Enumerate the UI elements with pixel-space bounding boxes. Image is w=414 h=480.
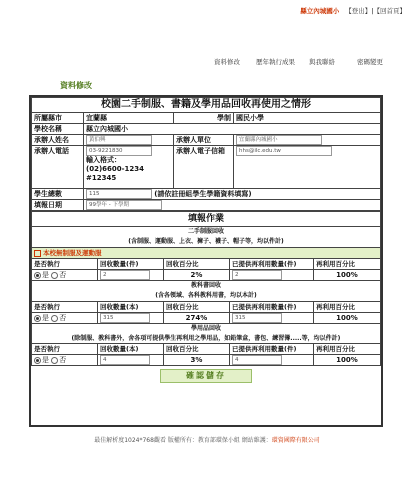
nav-contact[interactable]: 與我聯絡 — [309, 58, 335, 66]
no-uniform-label: 本校無制服及運動服 — [43, 249, 102, 257]
nav-password[interactable]: 密碼變更 — [357, 58, 383, 66]
footer — [0, 435, 414, 444]
unit-input[interactable]: 宜蘭縣內城國小 — [236, 135, 322, 145]
col-execute: 是否執行 — [32, 344, 98, 355]
footer-text: 最佳解析度1024*768觀看 版權所有：教育部環保小組 網站維護： — [94, 437, 272, 444]
form-title: 校園二手制服、書籍及學用品回收再使用之情形 — [32, 98, 381, 113]
contact-label: 承辦人姓名 — [32, 135, 84, 146]
supplies-desc: (除制服、教科書外，舍各項可提供學生再利用之學用品，如鉛筆盒，書包、練習簿.....等，均以件計) — [32, 334, 381, 344]
books-no-radio[interactable] — [51, 315, 58, 322]
supplies-pct: 3% — [164, 355, 230, 366]
work-heading: 填報作業 — [32, 212, 381, 227]
schooltype-value: 國民小學 — [234, 113, 381, 124]
school-name: 縣立內城國小 — [300, 7, 340, 15]
supplies-yes-radio[interactable] — [34, 357, 41, 364]
top-links: 縣立內城國小 【登出】|【回首頁】 — [300, 7, 406, 15]
supplies-yes-label: 是 — [42, 356, 49, 364]
col-reuse-pct: 再利用百分比 — [314, 302, 381, 313]
page-title: 資料修改 — [60, 81, 92, 90]
logout-link[interactable]: 【登出】 — [345, 7, 372, 15]
students-hint: (請依註冊組學生學籍資料填寫) — [154, 190, 252, 198]
home-link[interactable]: 【回首頁】 — [373, 7, 406, 15]
uniform-yes-label: 是 — [42, 271, 49, 279]
unit-label: 承辦人單位 — [174, 135, 234, 146]
col-recycle-qty: 回收數量(本) — [98, 344, 164, 355]
email-input[interactable]: hhs@ilc.edu.tw — [236, 146, 332, 156]
uniform-reuse-pct: 100% — [314, 270, 381, 281]
phone-hint-format: (02)6600-1234 #12345 — [86, 165, 145, 182]
uniform-no-radio[interactable] — [51, 272, 58, 279]
books-yes-label: 是 — [42, 314, 49, 322]
col-recycle-pct: 回收百分比 — [164, 259, 230, 270]
col-recycle-qty: 回收數量(件) — [98, 259, 164, 270]
school-value: 縣立內城國小 — [84, 124, 381, 135]
save-button[interactable]: 確認儲存 — [160, 369, 252, 383]
books-desc: (含各領域、各科教科用書，均以本計) — [32, 291, 381, 302]
date-label: 填報日期 — [32, 200, 84, 211]
county-label: 所屬縣市 — [32, 113, 84, 124]
uniform-title: 二手制服回收 — [32, 227, 381, 238]
no-uniform-checkbox[interactable] — [34, 250, 41, 257]
no-uniform-option[interactable] — [32, 248, 381, 259]
uniform-qty-input[interactable]: 2 — [100, 270, 150, 280]
books-reuse-input[interactable]: 315 — [232, 313, 282, 323]
school-label: 學校名稱 — [32, 124, 84, 135]
uniform-reuse-input[interactable]: 2 — [232, 270, 282, 280]
footer-maintainer[interactable]: 環資國際有限公司 — [271, 437, 320, 444]
col-recycle-pct: 回收百分比 — [164, 344, 230, 355]
county-value: 宜蘭縣 — [84, 113, 174, 124]
supplies-qty-input[interactable]: 4 — [100, 355, 150, 365]
phone-input[interactable]: 03-9221830 — [86, 146, 152, 156]
students-input[interactable]: 115 — [86, 189, 152, 199]
col-reuse-qty: 已提供再利用數量(件) — [230, 259, 314, 270]
phone-label: 承辦人電話 — [32, 146, 84, 189]
uniform-pct: 2% — [164, 270, 230, 281]
books-title: 教科書回收 — [32, 281, 381, 292]
phone-hint-label: 輸入格式： — [86, 156, 121, 164]
col-recycle-qty: 回收數量(本) — [98, 302, 164, 313]
basic-info-table — [31, 97, 381, 211]
col-execute: 是否執行 — [32, 259, 98, 270]
supplies-reuse-pct: 100% — [314, 355, 381, 366]
col-execute: 是否執行 — [32, 302, 98, 313]
work-table — [31, 211, 381, 366]
schooltype-label: 學制 — [174, 113, 234, 124]
col-reuse-pct: 再利用百分比 — [314, 259, 381, 270]
col-reuse-qty: 已提供再利用數量(件) — [230, 302, 314, 313]
supplies-no-radio[interactable] — [51, 357, 58, 364]
nav-edit-data[interactable]: 資料修改 — [214, 58, 240, 66]
books-reuse-pct: 100% — [314, 313, 381, 324]
uniform-no-label: 否 — [59, 271, 67, 279]
books-qty-input[interactable]: 315 — [100, 313, 150, 323]
supplies-reuse-input[interactable]: 4 — [232, 355, 282, 365]
supplies-title: 學用品回收 — [32, 324, 381, 335]
students-label: 學生總數 — [32, 189, 84, 200]
uniform-desc: (含制服、運動服、上衣、褲子、襪子、帽子等，均以件計) — [32, 237, 381, 248]
books-no-label: 否 — [59, 314, 67, 322]
col-reuse-qty: 已提供再利用數量(件) — [230, 344, 314, 355]
books-pct: 274% — [164, 313, 230, 324]
contact-input[interactable]: 黃伯興 — [86, 135, 152, 145]
email-label: 承辦人電子信箱 — [174, 146, 234, 189]
books-yes-radio[interactable] — [34, 315, 41, 322]
supplies-no-label: 否 — [59, 356, 67, 364]
date-input[interactable]: 99學年 - 下學期 — [86, 200, 162, 210]
col-reuse-pct: 再利用百分比 — [314, 344, 381, 355]
uniform-yes-radio[interactable] — [34, 272, 41, 279]
col-recycle-pct: 回收百分比 — [164, 302, 230, 313]
report-form — [29, 95, 383, 427]
nav-history[interactable]: 歷年執行成果 — [256, 58, 295, 66]
